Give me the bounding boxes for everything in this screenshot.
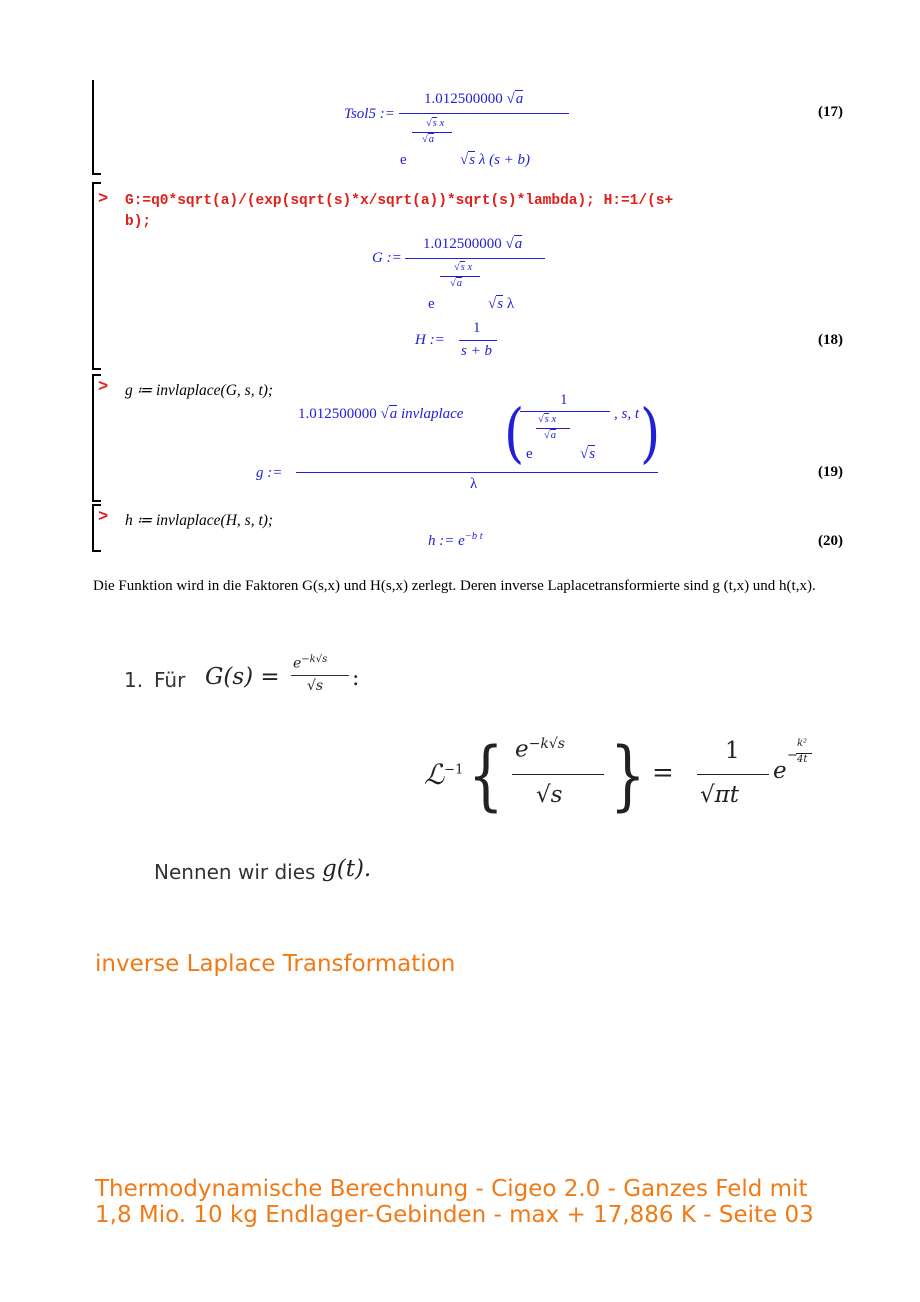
note-text: Nennen wir dies bbox=[154, 860, 316, 884]
inner-fraction-bar bbox=[512, 774, 604, 775]
section-heading: inverse Laplace Transformation bbox=[95, 951, 456, 977]
item-frac-den: √s bbox=[307, 678, 324, 694]
explanation-paragraph: Die Funktion wird in die Faktoren G(s,x) und H(s,x) zerlegt. Deren inverse Laplacetransformierte sind g (t,x) und h(t,x). bbox=[93, 578, 816, 594]
rhs-denominator: √πt bbox=[700, 782, 740, 808]
eq19-denominator: λ bbox=[470, 476, 478, 492]
eq17-number: (17) bbox=[818, 104, 843, 120]
left-brace: { bbox=[468, 732, 504, 820]
footer-line-2: 1,8 Mio. 10 kg Endlager-Gebinden - max + 17,886 K - Seite 03 bbox=[95, 1202, 814, 1228]
rhs-numerator: 1 bbox=[725, 738, 740, 764]
footer-line-1: Thermodynamische Berechnung - Cigeo 2.0 - Ganzes Feld mit bbox=[95, 1176, 808, 1202]
input18-code-line1[interactable]: G:=q0*sqrt(a)/(exp(sqrt(s)*x/sqrt(a))*sqrt(s)*lambda); H:=1/(s+ bbox=[125, 193, 674, 209]
item-index: 1. bbox=[124, 668, 144, 692]
group-bracket-18 bbox=[92, 182, 101, 370]
right-brace: } bbox=[610, 732, 646, 820]
eq18-h-numerator: 1 bbox=[473, 320, 481, 336]
group-bracket-20-end bbox=[92, 542, 101, 552]
eq18-h-fraction-bar bbox=[459, 340, 497, 341]
inner-numerator: $e^{-k√s}$ bbox=[515, 736, 565, 763]
eq17-numerator: 1.012500000 √a bbox=[424, 91, 524, 107]
eq18-g-numerator: 1.012500000 √a bbox=[423, 236, 523, 252]
item-colon: : bbox=[352, 666, 360, 691]
eq20-expression: h := $e^{-b t}$ bbox=[428, 531, 483, 549]
eq20-number: (20) bbox=[818, 533, 843, 549]
item-lhs: G(s) = bbox=[205, 664, 280, 690]
eq17-denominator: e √s x √a √s λ (s + b) bbox=[400, 118, 531, 168]
item-lead-text: Für bbox=[154, 668, 186, 692]
input20-prompt[interactable]: > bbox=[98, 508, 109, 527]
maple-worksheet bbox=[0, 0, 920, 560]
rhs-exp-denominator: 4t bbox=[797, 754, 808, 765]
eq17-lhs: Tsol5 := bbox=[344, 106, 395, 122]
group-bracket-17-end bbox=[92, 165, 101, 175]
rhs-exp-numerator: k² bbox=[797, 738, 808, 749]
item-frac-num: $e^{-k√s}$ bbox=[293, 654, 328, 672]
input19-prompt[interactable]: > bbox=[98, 378, 109, 397]
group-bracket-18-end bbox=[92, 360, 101, 370]
rhs-exp-sign: − bbox=[787, 748, 798, 763]
rhs-fraction-bar bbox=[697, 774, 769, 775]
eq18-h-denominator: s + b bbox=[461, 343, 492, 359]
item-frac-bar bbox=[291, 675, 349, 676]
input19-command[interactable]: g ≔ invlaplace(G, s, t); bbox=[125, 382, 274, 399]
note-math: g(t). bbox=[322, 856, 372, 882]
eq17-fraction-bar bbox=[399, 113, 569, 114]
rhs-exponential: e bbox=[773, 758, 787, 784]
eq19-numerator: 1.012500000 √a invlaplace ( 1 e √s x √a √s , s, t ) bbox=[298, 392, 661, 471]
input18-prompt[interactable]: > bbox=[98, 190, 109, 209]
input20-command[interactable]: h ≔ invlaplace(H, s, t); bbox=[125, 512, 274, 529]
inner-denominator: √s bbox=[536, 782, 563, 808]
laplace-operator: ℒ$^{-1}$ bbox=[424, 758, 464, 791]
laplace-item-1 bbox=[0, 640, 920, 900]
eq18-g-lhs: G := bbox=[372, 250, 402, 266]
eq18-h-lhs: H := bbox=[415, 332, 445, 348]
eq18-number: (18) bbox=[818, 332, 843, 348]
equals-sign: = bbox=[652, 758, 674, 788]
eq19-fraction-bar bbox=[296, 472, 658, 473]
eq19-number: (19) bbox=[818, 464, 843, 480]
group-bracket-19-end bbox=[92, 492, 101, 502]
input18-code-line2[interactable]: b); bbox=[125, 214, 152, 230]
group-bracket-17 bbox=[92, 80, 94, 172]
eq18-g-fraction-bar bbox=[405, 258, 545, 259]
eq19-lhs: g := bbox=[256, 465, 283, 481]
eq18-g-denominator: e √s x √a √s λ bbox=[428, 262, 515, 312]
